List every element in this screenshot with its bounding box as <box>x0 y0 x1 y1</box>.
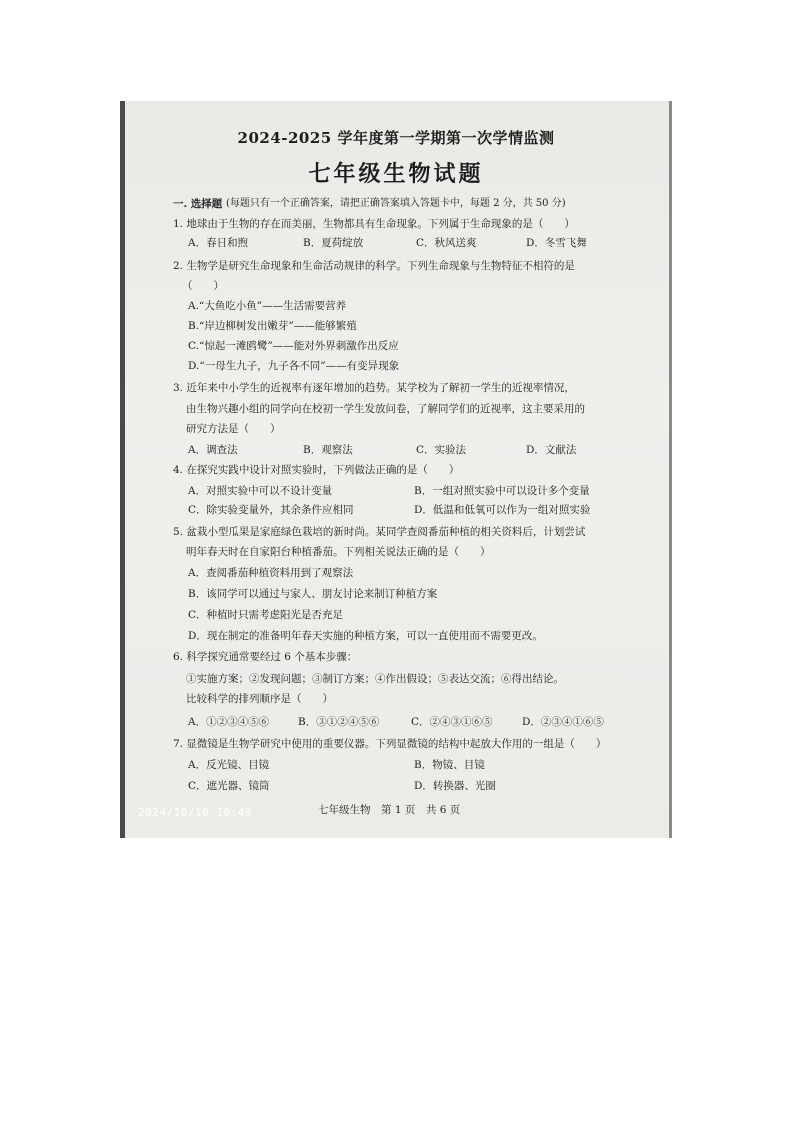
question-1-stem: 1. 地球由于生物的存在而美丽，生物都具有生命现象。下列属于生命现象的是（ ） <box>173 218 575 230</box>
question-5-option-c: C．种植时只需考虑阳光是否充足 <box>188 609 344 621</box>
question-1-option-c: C．秋风送爽 <box>416 237 477 249</box>
question-6-option-a: A．①②③④⑤⑥ <box>188 716 270 728</box>
exam-title: 2024-2025 学年度第一学期第一次学情监测 <box>237 129 555 147</box>
question-3-option-d: D．文献法 <box>526 444 577 456</box>
question-2-blank: （ ） <box>182 280 224 292</box>
question-6-option-b: B．③①②④⑤⑥ <box>298 716 380 728</box>
question-5-stem-line1: 5. 盆栽小型瓜果是家庭绿色栽培的新时尚。某同学查阅番茄种植的相关资料后，计划尝试 <box>173 526 586 538</box>
question-5-option-a: A．查阅番茄种植资料用到了观察法 <box>188 567 354 579</box>
question-5-stem-line2: 明年春天时在自家阳台种植番茄。下列相关说法正确的是（ ） <box>186 546 491 558</box>
question-2-option-c: C.“惊起一滩鸥鹭”——能对外界刺激作出反应 <box>188 340 399 352</box>
question-2-stem: 2. 生物学是研究生命现象和生命活动规律的科学。下列生命现象与生物特征不相符的是 <box>173 260 575 272</box>
question-1-option-d: D．冬雪飞舞 <box>526 237 587 249</box>
exam-subtitle: 七年级生物试题 <box>308 161 484 187</box>
photo-shadow-right <box>669 101 672 838</box>
question-7-option-c: C．遮光器、镜筒 <box>188 780 270 792</box>
question-3-option-b: B．观察法 <box>303 444 353 456</box>
question-6-stem-line3: 比较科学的排列顺序是（ ） <box>186 693 333 705</box>
exam-photo <box>120 101 672 838</box>
question-5-option-b: B．该同学可以通过与家人、朋友讨论来制订种植方案 <box>188 588 438 600</box>
question-2-option-d: D.“一母生九子，九子各不同”——有变异现象 <box>188 360 400 372</box>
question-6-option-c: C．②④③①⑥⑤ <box>411 716 493 728</box>
section-label: 一. 选择题 <box>173 198 223 210</box>
question-6-stem-line1: 6. 科学探究通常要经过 6 个基本步骤： <box>173 651 358 663</box>
page-footer: 七年级生物 第 1 页 共 6 页 <box>318 804 461 816</box>
question-3-option-c: C．实验法 <box>416 444 467 456</box>
question-7-stem: 7. 显微镜是生物学研究中使用的重要仪器。下列显微镜的结构中起放大作用的一组是（ ） <box>173 738 607 750</box>
question-4-stem: 4. 在探究实践中设计对照实验时，下列做法正确的是（ ） <box>173 464 460 476</box>
question-1-option-b: B．夏荷绽放 <box>303 237 364 249</box>
question-2-option-b: B.“岸边柳树发出嫩芽”——能够繁殖 <box>188 320 357 332</box>
section-instructions: (每题只有一个正确答案，请把正确答案填入答题卡中，每题 2 分，共 50 分) <box>226 198 566 209</box>
question-5-option-d: D．现在制定的准备明年春天实施的种植方案，可以一直使用而不需要更改。 <box>188 630 543 642</box>
question-7-option-b: B．物镜、目镜 <box>414 759 485 771</box>
question-4-option-c: C．除实验变量外，其余条件应相同 <box>188 504 354 516</box>
question-6-option-d: D．②③④①⑥⑤ <box>522 716 604 728</box>
photo-shadow-left <box>120 101 125 838</box>
question-1-option-a: A．春日和煦 <box>188 237 249 249</box>
question-2-option-a: A.“大鱼吃小鱼”——生活需要营养 <box>188 300 347 312</box>
question-7-option-d: D．转换器、光圈 <box>414 780 496 792</box>
question-4-option-d: D．低温和低氧可以作为一组对照实验 <box>414 504 591 516</box>
question-3-stem-line2: 由生物兴趣小组的同学向在校初一学生发放问卷，了解同学们的近视率，这主要采用的 <box>186 403 585 415</box>
question-4-option-a: A．对照实验中可以不设计变量 <box>188 485 333 497</box>
question-3-stem-line1: 3. 近年来中小学生的近视率有逐年增加的趋势。某学校为了解初一学生的近视率情况， <box>173 382 575 394</box>
question-3-option-a: A．调查法 <box>188 444 238 456</box>
question-3-stem-line3: 研究方法是（ ） <box>186 423 281 435</box>
question-4-option-b: B．一组对照实验中可以设计多个变量 <box>414 485 590 497</box>
question-7-option-a: A．反光镜、目镜 <box>188 759 270 771</box>
photo-timestamp: 2024/10/10 10:49 <box>138 806 252 819</box>
question-6-steps: ①实施方案；②发现问题；③制订方案；④作出假设；⑤表达交流；⑥得出结论。 <box>186 673 564 685</box>
